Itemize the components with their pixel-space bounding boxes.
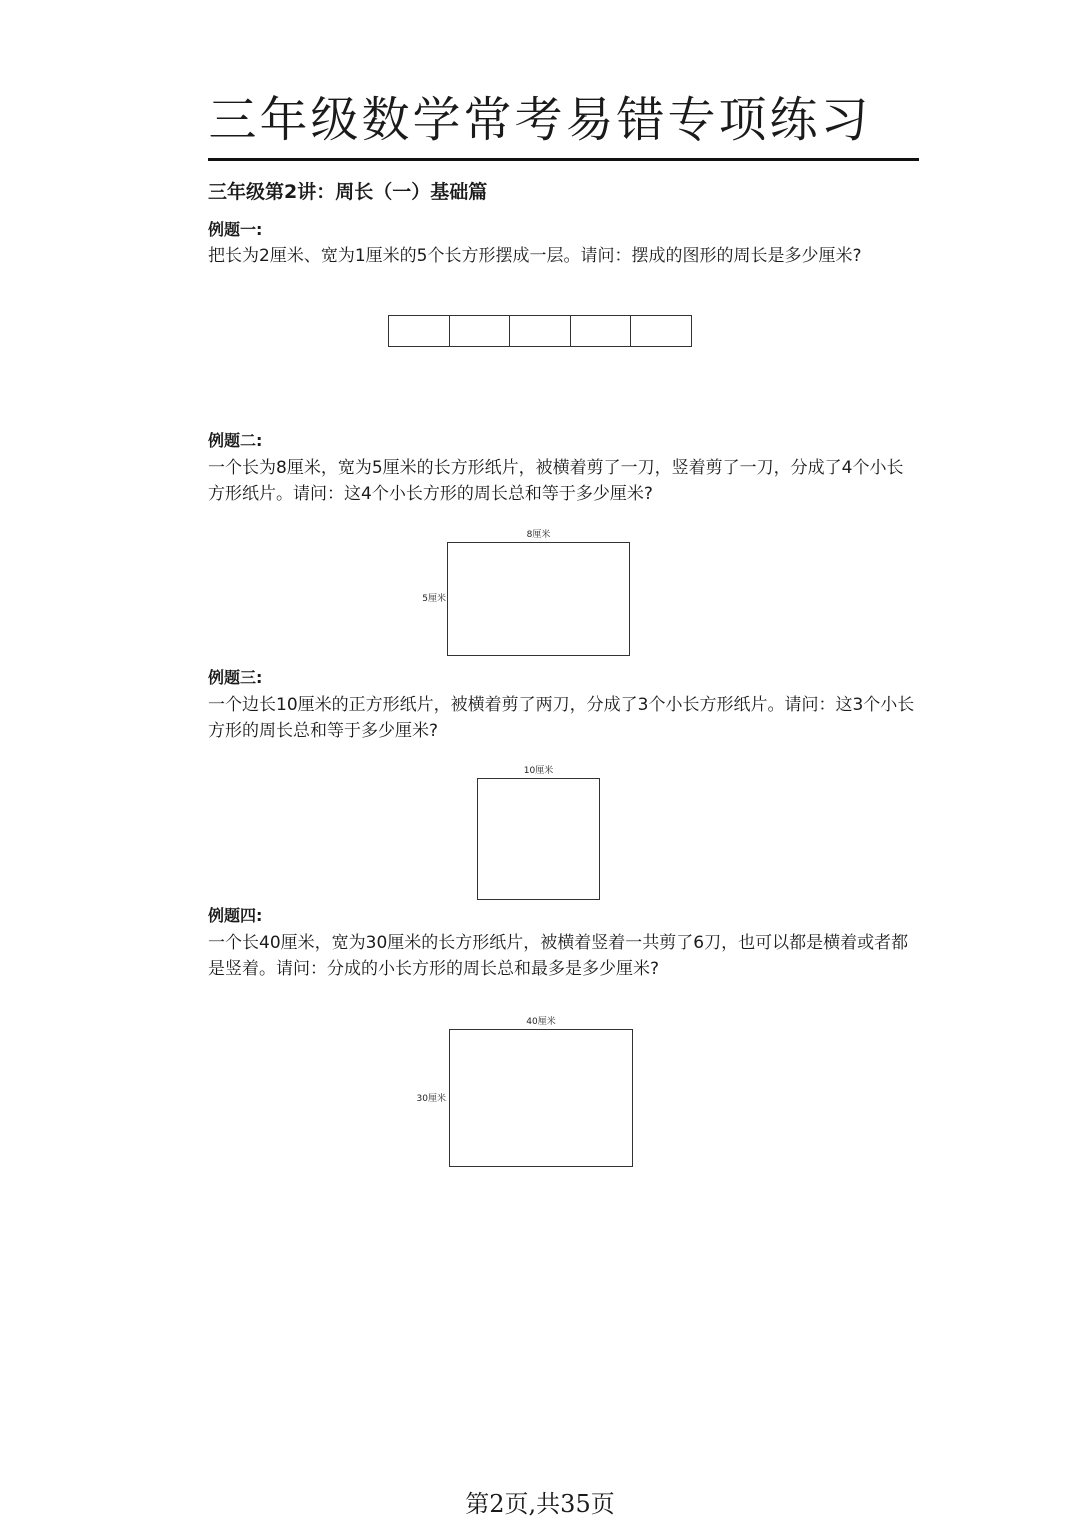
example-2-text: 一个长为8厘米，宽为5厘米的长方形纸片，被横着剪了一刀，竖着剪了一刀，分成了4个小长方形纸片。请问：这4个小长方形的周长总和等于多少厘米?	[208, 458, 904, 504]
example-3-label: 例题三:	[208, 668, 263, 687]
example-3-text: 一个边长10厘米的正方形纸片，被横着剪了两刀，分成了3个小长方形纸片。请问：这3个小长方形的周长总和等于多少厘米?	[208, 695, 915, 741]
example-4-width-label: 30厘米	[416, 1094, 446, 1104]
example-3-square	[477, 778, 600, 900]
example-2-rectangle	[447, 542, 630, 656]
example-3-side-label: 10厘米	[523, 766, 554, 776]
figure-rect-5	[631, 316, 691, 346]
page-number: 第2页,共35页	[465, 1490, 615, 1518]
example-4-text: 一个长40厘米，宽为30厘米的长方形纸片，被横着竖着一共剪了6刀，也可以都是横着或者都是竖着。请问：分成的小长方形的周长总和最多是多少厘米?	[208, 933, 909, 979]
title-divider	[208, 158, 919, 161]
example-2-length-label: 8厘米	[526, 530, 551, 540]
figure-rect-2	[450, 316, 510, 346]
figure-rect-4	[571, 316, 631, 346]
example-2-width-label: 5厘米	[422, 594, 446, 604]
lecture-title: 三年级第2讲：周长（一）基础篇	[208, 181, 488, 203]
document-title: 三年级数学常考易错专项练习	[208, 92, 872, 148]
example-2-label: 例题二:	[208, 431, 263, 450]
example-1-text: 把长为2厘米、宽为1厘米的5个长方形摆成一层。请问：摆成的图形的周长是多少厘米?	[208, 246, 862, 266]
example-4-length-label: 40厘米	[526, 1017, 556, 1027]
figure-rect-1	[389, 316, 450, 346]
figure-rect-3	[510, 316, 571, 346]
example-1-figure	[388, 315, 692, 347]
example-4-label: 例题四:	[208, 906, 263, 925]
example-4-rectangle	[449, 1029, 633, 1167]
example-1-label: 例题一:	[208, 220, 263, 239]
